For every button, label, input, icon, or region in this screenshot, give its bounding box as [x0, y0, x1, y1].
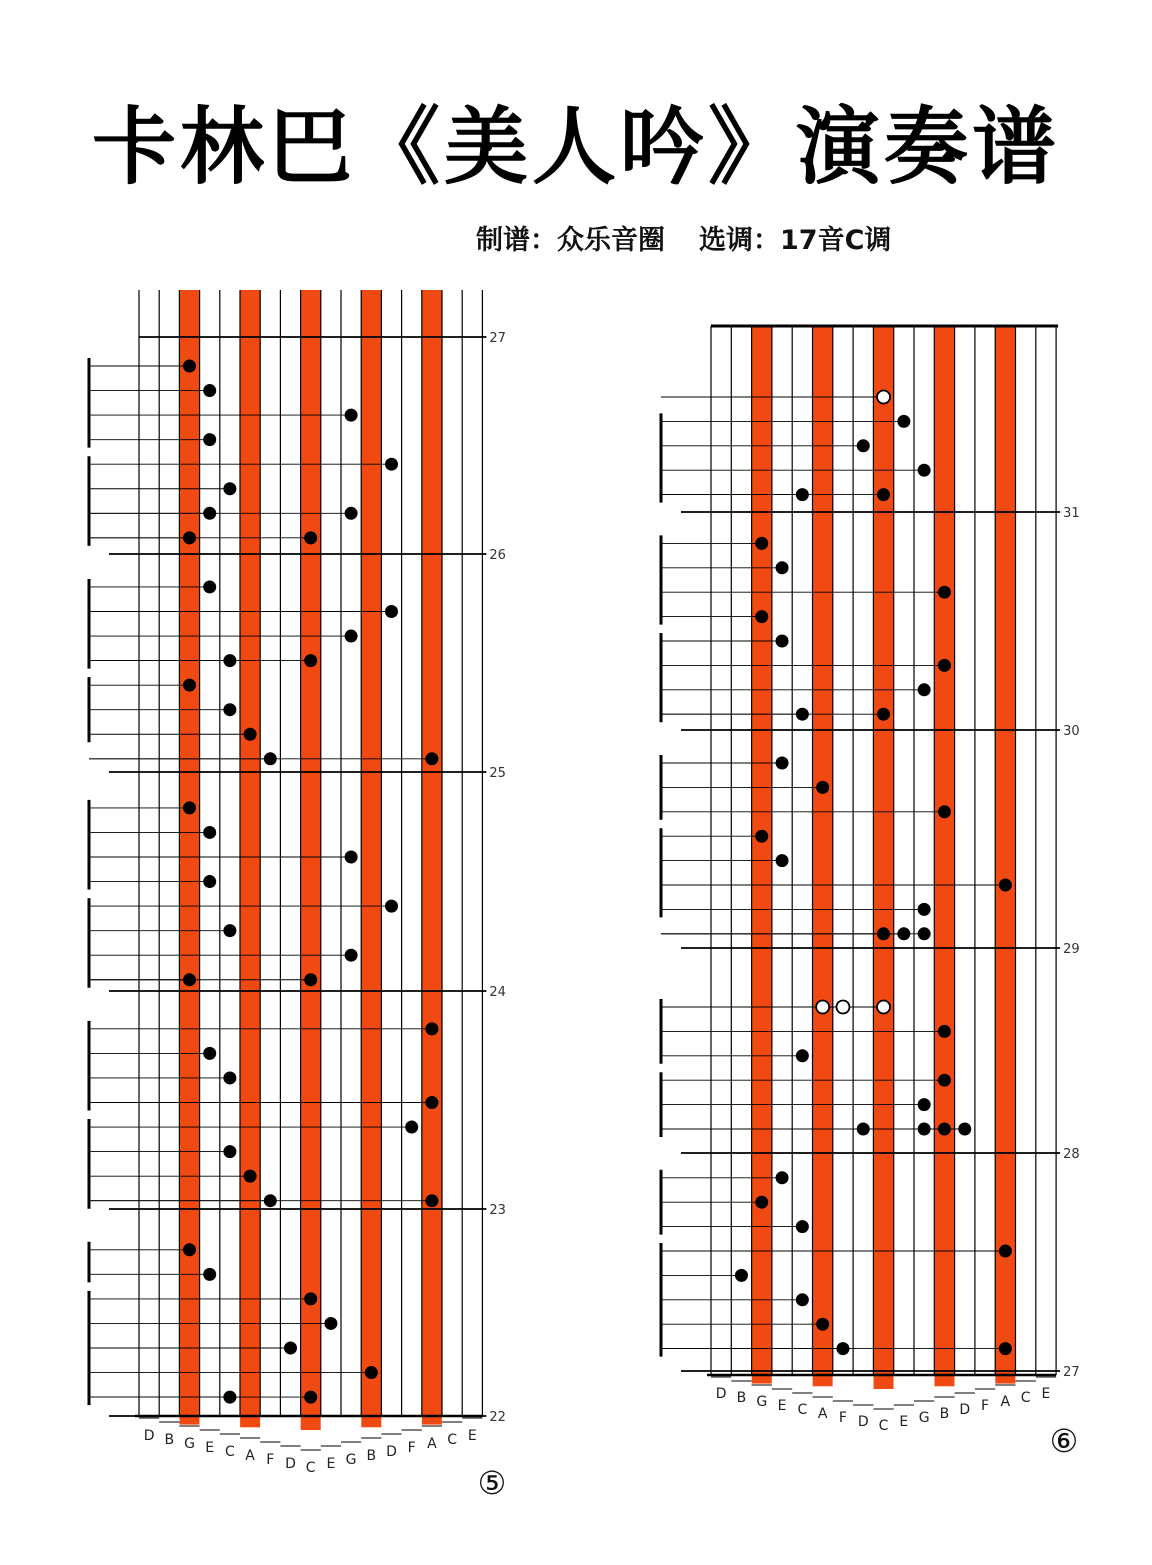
tine-label: D [715, 1386, 727, 1402]
note-dot [776, 757, 789, 770]
note-dot [938, 659, 951, 672]
note-dot [304, 1391, 317, 1404]
tablature-page-5 [89, 290, 506, 1502]
tine-label: A [1000, 1394, 1011, 1410]
note-dot [405, 1121, 418, 1134]
note-dot [999, 879, 1012, 892]
tine-label: E [326, 1456, 336, 1472]
highlighted-tine-B [934, 326, 954, 1386]
note-dot [958, 1123, 971, 1136]
note-dot [304, 531, 317, 544]
note-dot [897, 415, 910, 428]
note-dot [999, 1245, 1012, 1258]
key-info: 选调：17音C调 [699, 225, 892, 256]
tine-label: G [184, 1436, 195, 1452]
note-dot [183, 801, 196, 814]
highlighted-tine-A [240, 290, 260, 1427]
note-dot [796, 708, 809, 721]
note-dot [918, 1123, 931, 1136]
note-dot-hollow [836, 1001, 849, 1014]
note-dot [183, 973, 196, 986]
highlighted-tine-A [813, 326, 833, 1386]
note-dot [425, 1194, 438, 1207]
tablature-page-6 [661, 326, 1080, 1460]
tine-label: C [305, 1460, 316, 1476]
measure-number: 26 [489, 548, 506, 563]
measure-number: 24 [489, 985, 506, 1000]
tine-label: D [959, 1402, 971, 1418]
note-dot [816, 1318, 829, 1331]
tine-label: A [245, 1448, 255, 1464]
note-dot-hollow [877, 1001, 890, 1014]
tine-label: C [225, 1444, 235, 1460]
note-dot [223, 1071, 236, 1084]
note-dot [203, 875, 216, 888]
note-dot [857, 439, 870, 452]
measure-number: 28 [1063, 1147, 1080, 1162]
note-dot [877, 708, 890, 721]
highlighted-tine-A [422, 290, 442, 1425]
note-dot [755, 1196, 768, 1209]
note-dot [244, 1170, 257, 1183]
tine-label: D [143, 1428, 155, 1444]
note-dot [345, 851, 358, 864]
note-dot [755, 610, 768, 623]
tine-label: F [266, 1452, 275, 1468]
note-dot [425, 752, 438, 765]
note-dot [203, 580, 216, 593]
note-dot [897, 927, 910, 940]
note-dot [918, 903, 931, 916]
note-dot [918, 927, 931, 940]
highlighted-tine-A [995, 326, 1015, 1384]
note-dot-hollow [816, 1001, 829, 1014]
measure-number: 27 [489, 331, 506, 346]
tine-label: F [838, 1410, 847, 1426]
highlighted-tine-C [874, 326, 894, 1389]
note-dot [345, 630, 358, 643]
note-dot [385, 900, 398, 913]
tine-label: D [386, 1444, 397, 1460]
highlighted-tine-G [752, 326, 772, 1384]
measure-number: 27 [1063, 1365, 1080, 1380]
note-dot [284, 1342, 297, 1355]
note-dot [938, 586, 951, 599]
tine-label: G [345, 1452, 357, 1468]
tine-label: E [1041, 1386, 1051, 1402]
tine-label: D [285, 1456, 296, 1472]
note-dot [385, 605, 398, 618]
tine-label: B [366, 1448, 377, 1464]
note-dot [244, 728, 257, 741]
note-dot [223, 654, 236, 667]
note-dot [877, 927, 890, 940]
page-number: ⑤ [477, 1464, 507, 1502]
arranger-credit: 制谱：众乐音圈 [476, 225, 665, 256]
tine-label: B [939, 1406, 950, 1422]
note-dot [203, 507, 216, 520]
note-dot [796, 488, 809, 501]
note-dot [877, 488, 890, 501]
note-dot [796, 1293, 809, 1306]
measure-number: 25 [489, 766, 506, 781]
note-dot [345, 409, 358, 422]
note-dot [223, 703, 236, 716]
note-dot [264, 1194, 277, 1207]
note-dot [304, 973, 317, 986]
note-dot [776, 1171, 789, 1184]
note-dot [776, 561, 789, 574]
tine-label: E [777, 1398, 787, 1414]
note-dot [755, 830, 768, 843]
tine-label: E [467, 1428, 477, 1444]
note-dot [735, 1269, 748, 1282]
tine-label: C [1020, 1390, 1031, 1406]
note-dot [938, 1074, 951, 1087]
tine-label: C [878, 1418, 889, 1434]
tine-label: E [205, 1440, 215, 1456]
note-dot [999, 1342, 1012, 1355]
measure-number: 30 [1063, 724, 1080, 739]
note-dot [425, 1022, 438, 1035]
note-dot [183, 360, 196, 373]
note-dot [223, 924, 236, 937]
tine-label: F [407, 1440, 416, 1456]
note-dot [203, 384, 216, 397]
note-dot [918, 1098, 931, 1111]
highlighted-tine-C [301, 290, 321, 1430]
note-dot [223, 482, 236, 495]
note-dot [324, 1317, 337, 1330]
note-dot [776, 635, 789, 648]
note-dot [796, 1220, 809, 1233]
page-title: 卡林巴《美人吟》演奏谱 [91, 98, 1060, 196]
note-dot [425, 1096, 438, 1109]
note-dot [938, 805, 951, 818]
note-dot [385, 458, 398, 471]
note-dot [938, 1025, 951, 1038]
highlighted-tine-B [361, 290, 381, 1427]
note-dot [203, 826, 216, 839]
note-dot [755, 537, 768, 550]
note-dot [345, 949, 358, 962]
note-dot-hollow [877, 391, 890, 404]
note-dot [796, 1049, 809, 1062]
note-dot [223, 1391, 236, 1404]
note-dot [183, 1243, 196, 1256]
note-dot [304, 654, 317, 667]
note-dot [223, 1145, 236, 1158]
measure-number: 31 [1063, 506, 1080, 521]
note-dot [816, 781, 829, 794]
note-dot [918, 464, 931, 477]
measure-number: 29 [1063, 942, 1080, 957]
tine-label: G [756, 1394, 768, 1410]
tine-label: C [797, 1402, 808, 1418]
note-dot [183, 531, 196, 544]
tine-label: B [164, 1432, 175, 1448]
note-dot [203, 1047, 216, 1060]
note-dot [264, 752, 277, 765]
tine-label: E [899, 1414, 909, 1430]
note-dot [345, 507, 358, 520]
note-dot [857, 1123, 870, 1136]
note-dot [938, 1123, 951, 1136]
note-dot [365, 1366, 378, 1379]
tine-label: G [918, 1410, 930, 1426]
tine-label: C [447, 1432, 457, 1448]
note-dot [304, 1292, 317, 1305]
page-number: ⑥ [1049, 1422, 1079, 1460]
tine-label: F [981, 1398, 990, 1414]
note-dot [203, 1268, 216, 1281]
note-dot [183, 679, 196, 692]
note-dot [918, 683, 931, 696]
tine-label: B [736, 1390, 747, 1406]
note-dot [836, 1342, 849, 1355]
measure-number: 23 [489, 1203, 506, 1218]
tine-label: A [427, 1436, 437, 1452]
note-dot [776, 854, 789, 867]
tine-label: A [817, 1406, 828, 1422]
tine-label: D [857, 1414, 869, 1430]
note-dot [203, 433, 216, 446]
measure-number: 22 [489, 1410, 506, 1425]
